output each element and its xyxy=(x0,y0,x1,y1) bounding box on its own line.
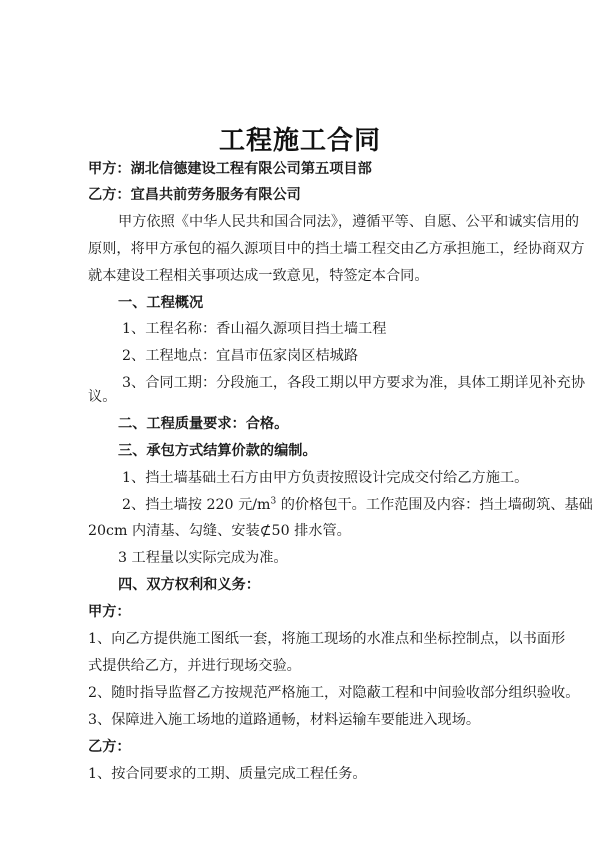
party-a-item-2: 2、随时指导监督乙方按规范严格施工，对隐蔽工程和中间验收部分组织验收。 xyxy=(88,685,580,701)
intro-paragraph-line-1: 甲方依照《中华人民共和国合同法》，遵循平等、自愿、公平和诚实信用的 xyxy=(118,214,580,230)
party-b-item-1: 1、按合同要求的工期、质量完成工程任务。 xyxy=(88,766,367,782)
item-3-2-line-2: 20cm 内清基、勾缝、安装⊄50 排水管。 xyxy=(88,523,351,539)
document-title: 工程施工合同 xyxy=(218,126,381,156)
item-3-3: 3 工程量以实际完成为准。 xyxy=(118,550,288,566)
unit-superscript: 3 xyxy=(270,496,277,507)
item-1-3-line-2: 议。 xyxy=(88,389,117,405)
party-a-item-1-line-2: 式提供给乙方，并进行现场交验。 xyxy=(88,658,301,674)
section-heading-3: 三、承包方式结算价款的编制。 xyxy=(118,443,317,459)
party-a-item-3: 3、保障进入施工场地的道路通畅，材料运输车要能进入现场。 xyxy=(88,712,481,728)
intro-paragraph-line-3: 就本建设工程相关事项达成一致意见，特签定本合同。 xyxy=(88,268,429,284)
item-3-1: 1、挡土墙基础土石方由甲方负责按照设计完成交付给乙方施工。 xyxy=(122,470,529,486)
section-heading-4: 四、双方权利和义务： xyxy=(118,577,260,593)
section-heading-1: 一、工程概况 xyxy=(118,295,204,311)
party-a-item-1-line-1: 1、向乙方提供施工图纸一套，将施工现场的水准点和坐标控制点，以书面形 xyxy=(88,631,566,647)
item-1-3-line-1: 3、合同工期：分段施工，各段工期以甲方要求为准，具体工期详见补充协 xyxy=(122,375,586,391)
party-b-label: 乙方： xyxy=(88,739,131,755)
party-a-label: 甲方： xyxy=(88,604,131,620)
item-3-2-line-1 xyxy=(122,494,593,514)
intro-paragraph-line-2: 原则，将甲方承包的福久源项目中的挡土墙工程交由乙方承担施工，经协商双方 xyxy=(88,241,585,257)
item-1-2: 2、工程地点：宜昌市伍家岗区桔城路 xyxy=(122,348,359,364)
party-a-line: 甲方：湖北信德建设工程有限公司第五项目部 xyxy=(88,161,372,177)
item-3-2-price-text: 2、挡土墙按 220 元/m xyxy=(122,497,271,513)
section-heading-2: 二、工程质量要求：合格。 xyxy=(118,416,289,432)
item-1-1: 1、工程名称：香山福久源项目挡土墙工程 xyxy=(122,321,387,337)
item-3-2-scope-text: 的价格包干。工作范围及内容：挡土墙砌筑、基础 xyxy=(276,497,593,513)
party-b-line: 乙方：宜昌共前劳务服务有限公司 xyxy=(88,187,301,203)
